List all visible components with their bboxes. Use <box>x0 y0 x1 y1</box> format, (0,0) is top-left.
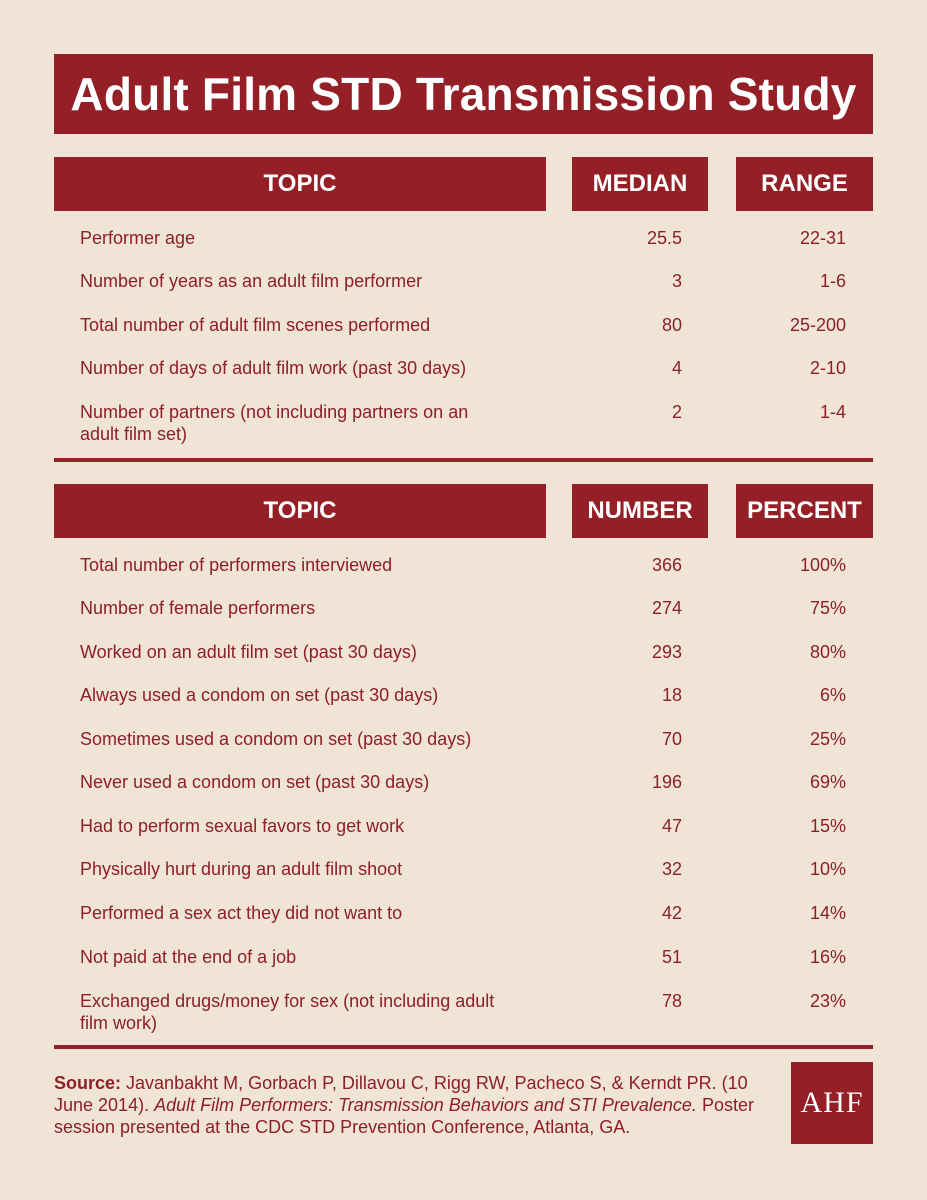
table2-header-topic: TOPIC <box>54 484 546 538</box>
row-number: 78 <box>661 991 682 1011</box>
row-median: 80 <box>661 315 682 335</box>
row-percent: 69% <box>809 772 846 792</box>
source-venue: Poster session presented at the CDC STD Prevention Conference, Atlanta, GA. <box>54 1095 754 1137</box>
divider <box>54 1045 873 1049</box>
row-topic: Physically hurt during an adult film shoot <box>80 859 403 879</box>
row-percent: 80% <box>809 642 846 662</box>
row-median: 2 <box>671 402 682 422</box>
row-median: 3 <box>671 271 682 291</box>
source-citation <box>54 1072 774 1138</box>
source-work-title: Adult Film Performers: Transmission Behaviors and STI Prevalence. <box>154 1095 697 1115</box>
row-number: 18 <box>661 685 682 705</box>
table1-header-topic: TOPIC <box>54 157 546 211</box>
row-number: 274 <box>651 598 682 618</box>
row-topic: Number of days of adult film work (past 30 days) <box>80 358 467 378</box>
row-topic: Performer age <box>80 228 196 248</box>
row-number: 293 <box>651 642 682 662</box>
row-median: 25.5 <box>646 228 682 248</box>
source-authors: Javanbakht M, Gorbach P, Dillavou C, Rigg RW, Pacheco S, & Kerndt PR. (10 June 2014). <box>54 1073 748 1115</box>
row-percent: 100% <box>799 555 846 575</box>
row-range: 1-6 <box>819 271 846 291</box>
row-number: 32 <box>661 859 682 879</box>
row-topic: Always used a condom on set (past 30 days) <box>80 685 439 705</box>
table2-header-number: NUMBER <box>572 484 708 538</box>
row-number: 196 <box>651 772 682 792</box>
row-number: 47 <box>661 816 682 836</box>
table1-header-range: RANGE <box>736 157 873 211</box>
source-label: Source: <box>54 1073 122 1093</box>
row-topic: Number of female performers <box>80 598 316 618</box>
row-topic: Number of partners (not including partners on an adult film set) <box>80 402 469 444</box>
divider <box>54 458 873 462</box>
row-range: 25-200 <box>789 315 846 335</box>
row-number: 51 <box>661 947 682 967</box>
page-title: Adult Film STD Transmission Study <box>54 54 873 134</box>
row-median: 4 <box>671 358 682 378</box>
row-topic: Total number of performers interviewed <box>80 555 393 575</box>
row-percent: 15% <box>809 816 846 836</box>
row-number: 42 <box>661 903 682 923</box>
row-number: 70 <box>661 729 682 749</box>
row-percent: 75% <box>809 598 846 618</box>
row-range: 22-31 <box>799 228 846 248</box>
row-range: 2-10 <box>809 358 846 378</box>
row-topic: Performed a sex act they did not want to <box>80 903 403 923</box>
row-topic: Not paid at the end of a job <box>80 947 297 967</box>
row-range: 1-4 <box>819 402 846 422</box>
row-percent: 6% <box>819 685 846 705</box>
row-topic: Worked on an adult film set (past 30 days) <box>80 642 417 662</box>
row-number: 366 <box>651 555 682 575</box>
row-percent: 10% <box>809 859 846 879</box>
row-percent: 25% <box>809 729 846 749</box>
row-topic: Total number of adult film scenes performed <box>80 315 431 335</box>
row-topic: Never used a condom on set (past 30 days) <box>80 772 430 792</box>
row-percent: 23% <box>809 991 846 1011</box>
table1-header-median: MEDIAN <box>572 157 708 211</box>
ahf-logo: AHF <box>791 1062 873 1144</box>
row-percent: 14% <box>809 903 846 923</box>
row-topic: Had to perform sexual favors to get work <box>80 816 405 836</box>
table2-header-percent: PERCENT <box>736 484 873 538</box>
row-topic: Exchanged drugs/money for sex (not including adult film work) <box>80 991 495 1033</box>
row-topic: Number of years as an adult film performer <box>80 271 423 291</box>
row-percent: 16% <box>809 947 846 967</box>
row-topic: Sometimes used a condom on set (past 30 days) <box>80 729 472 749</box>
